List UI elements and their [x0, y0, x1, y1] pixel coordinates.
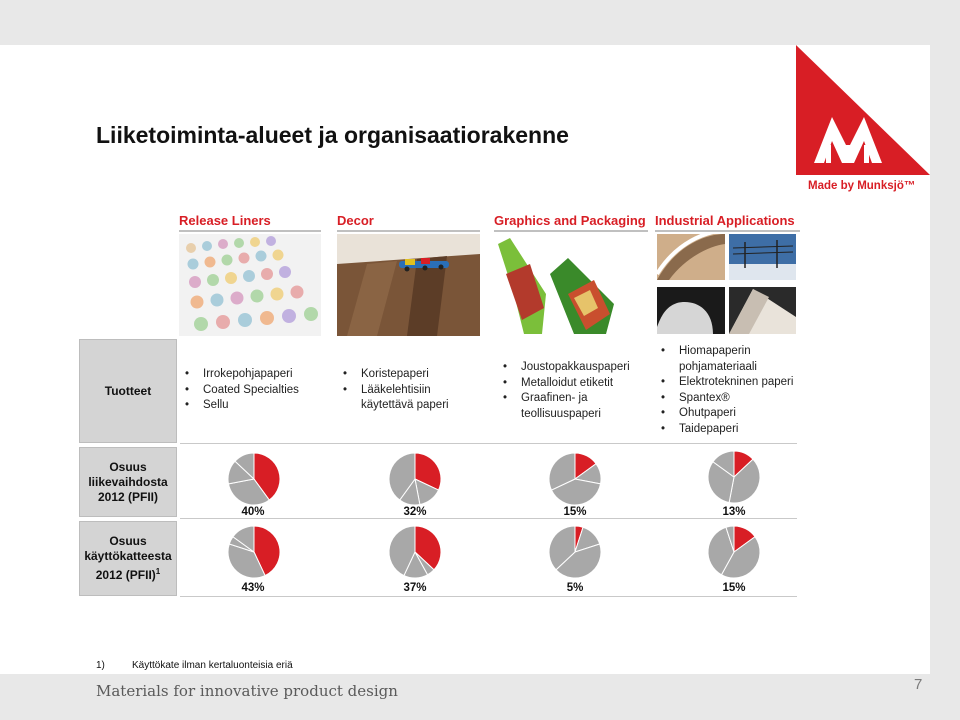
pct-revenue-graphics-packaging: 15%	[563, 506, 587, 518]
pct-revenue-decor: 32%	[403, 506, 427, 518]
list-item: • Spantex®	[659, 391, 809, 407]
list-item: • Joustopakkauspaperi	[501, 360, 651, 376]
pie-capital-decor	[387, 524, 443, 580]
pie-capital-industrial-applications	[706, 524, 762, 580]
list-item: • Taidepaperi	[659, 422, 809, 438]
row-label-capital-text: Osuus käyttökatteesta 2012 (PFII)	[84, 534, 172, 582]
pct-capital-decor: 37%	[403, 582, 427, 594]
pct-capital-graphics-packaging: 5%	[566, 582, 584, 594]
logo-text: Made by Munksjö™	[808, 180, 916, 192]
industrial-photo-1	[657, 234, 725, 280]
list-item: • Lääkelehtisiin käytettävä paperi	[341, 383, 481, 414]
right-strip	[930, 45, 960, 674]
pie-capital-release-liners	[226, 524, 282, 580]
list-item: • Hiomapaperin pohjamateriaali	[659, 344, 809, 375]
release-liners-photo	[179, 234, 321, 336]
graphics-packaging-photo	[494, 234, 648, 336]
footnote-marker: 1	[155, 567, 161, 576]
pie-revenue-decor	[387, 451, 443, 507]
products-industrial-applications	[659, 344, 809, 437]
category-release-liners: Release Liners	[179, 213, 271, 228]
industrial-photo-4	[729, 287, 796, 334]
pie-revenue-release-liners	[226, 451, 282, 507]
category-rule	[337, 230, 480, 232]
page-number: 7	[914, 676, 923, 693]
list-item: • Koristepaperi	[341, 367, 481, 383]
top-band	[0, 0, 960, 45]
category-industrial-applications: Industrial Applications	[655, 213, 795, 228]
pct-revenue-release-liners: 40%	[241, 506, 265, 518]
products-release-liners	[183, 367, 328, 414]
row-separator	[180, 518, 797, 519]
footnote-text: Käyttökate ilman kertaluonteisia eriä	[132, 660, 293, 671]
row-label-products: Tuotteet	[79, 339, 177, 443]
footnote-number: 1)	[96, 660, 105, 671]
industrial-photo-3	[657, 287, 725, 334]
pie-capital-graphics-packaging	[547, 524, 603, 580]
decor-photo	[337, 234, 480, 336]
category-decor: Decor	[337, 213, 374, 228]
list-item: • Graafinen- ja teollisuuspaperi	[501, 391, 651, 422]
munksjo-logo	[796, 45, 930, 195]
pct-capital-release-liners: 43%	[241, 582, 265, 594]
category-rule	[494, 230, 648, 232]
category-rule	[179, 230, 321, 232]
page-title: Liiketoiminta-alueet ja organisaatiorakenne	[96, 122, 569, 148]
list-item: • Sellu	[183, 398, 328, 414]
industrial-photo-2	[729, 234, 796, 280]
pct-revenue-industrial-applications: 13%	[722, 506, 746, 518]
products-graphics-packaging	[501, 360, 651, 422]
tagline: Materials for innovative product design	[96, 682, 398, 700]
list-item: • Elektrotekninen paperi	[659, 375, 809, 391]
category-graphics-packaging: Graphics and Packaging	[494, 213, 646, 228]
row-separator	[180, 596, 797, 597]
row-label-revenue-share: Osuus liikevaihdosta 2012 (PFII)	[79, 447, 177, 517]
list-item: • Irrokepohjapaperi	[183, 367, 328, 383]
row-separator	[180, 443, 797, 444]
footnote	[96, 660, 293, 671]
pie-revenue-industrial-applications	[706, 449, 762, 505]
pie-revenue-graphics-packaging	[547, 451, 603, 507]
list-item: • Coated Specialties	[183, 383, 328, 399]
products-decor	[341, 367, 481, 414]
list-item: • Metalloidut etiketit	[501, 376, 651, 392]
category-rule	[655, 230, 800, 232]
list-item: • Ohutpaperi	[659, 406, 809, 422]
row-label-capital-share	[79, 521, 177, 596]
pct-capital-industrial-applications: 15%	[722, 582, 746, 594]
